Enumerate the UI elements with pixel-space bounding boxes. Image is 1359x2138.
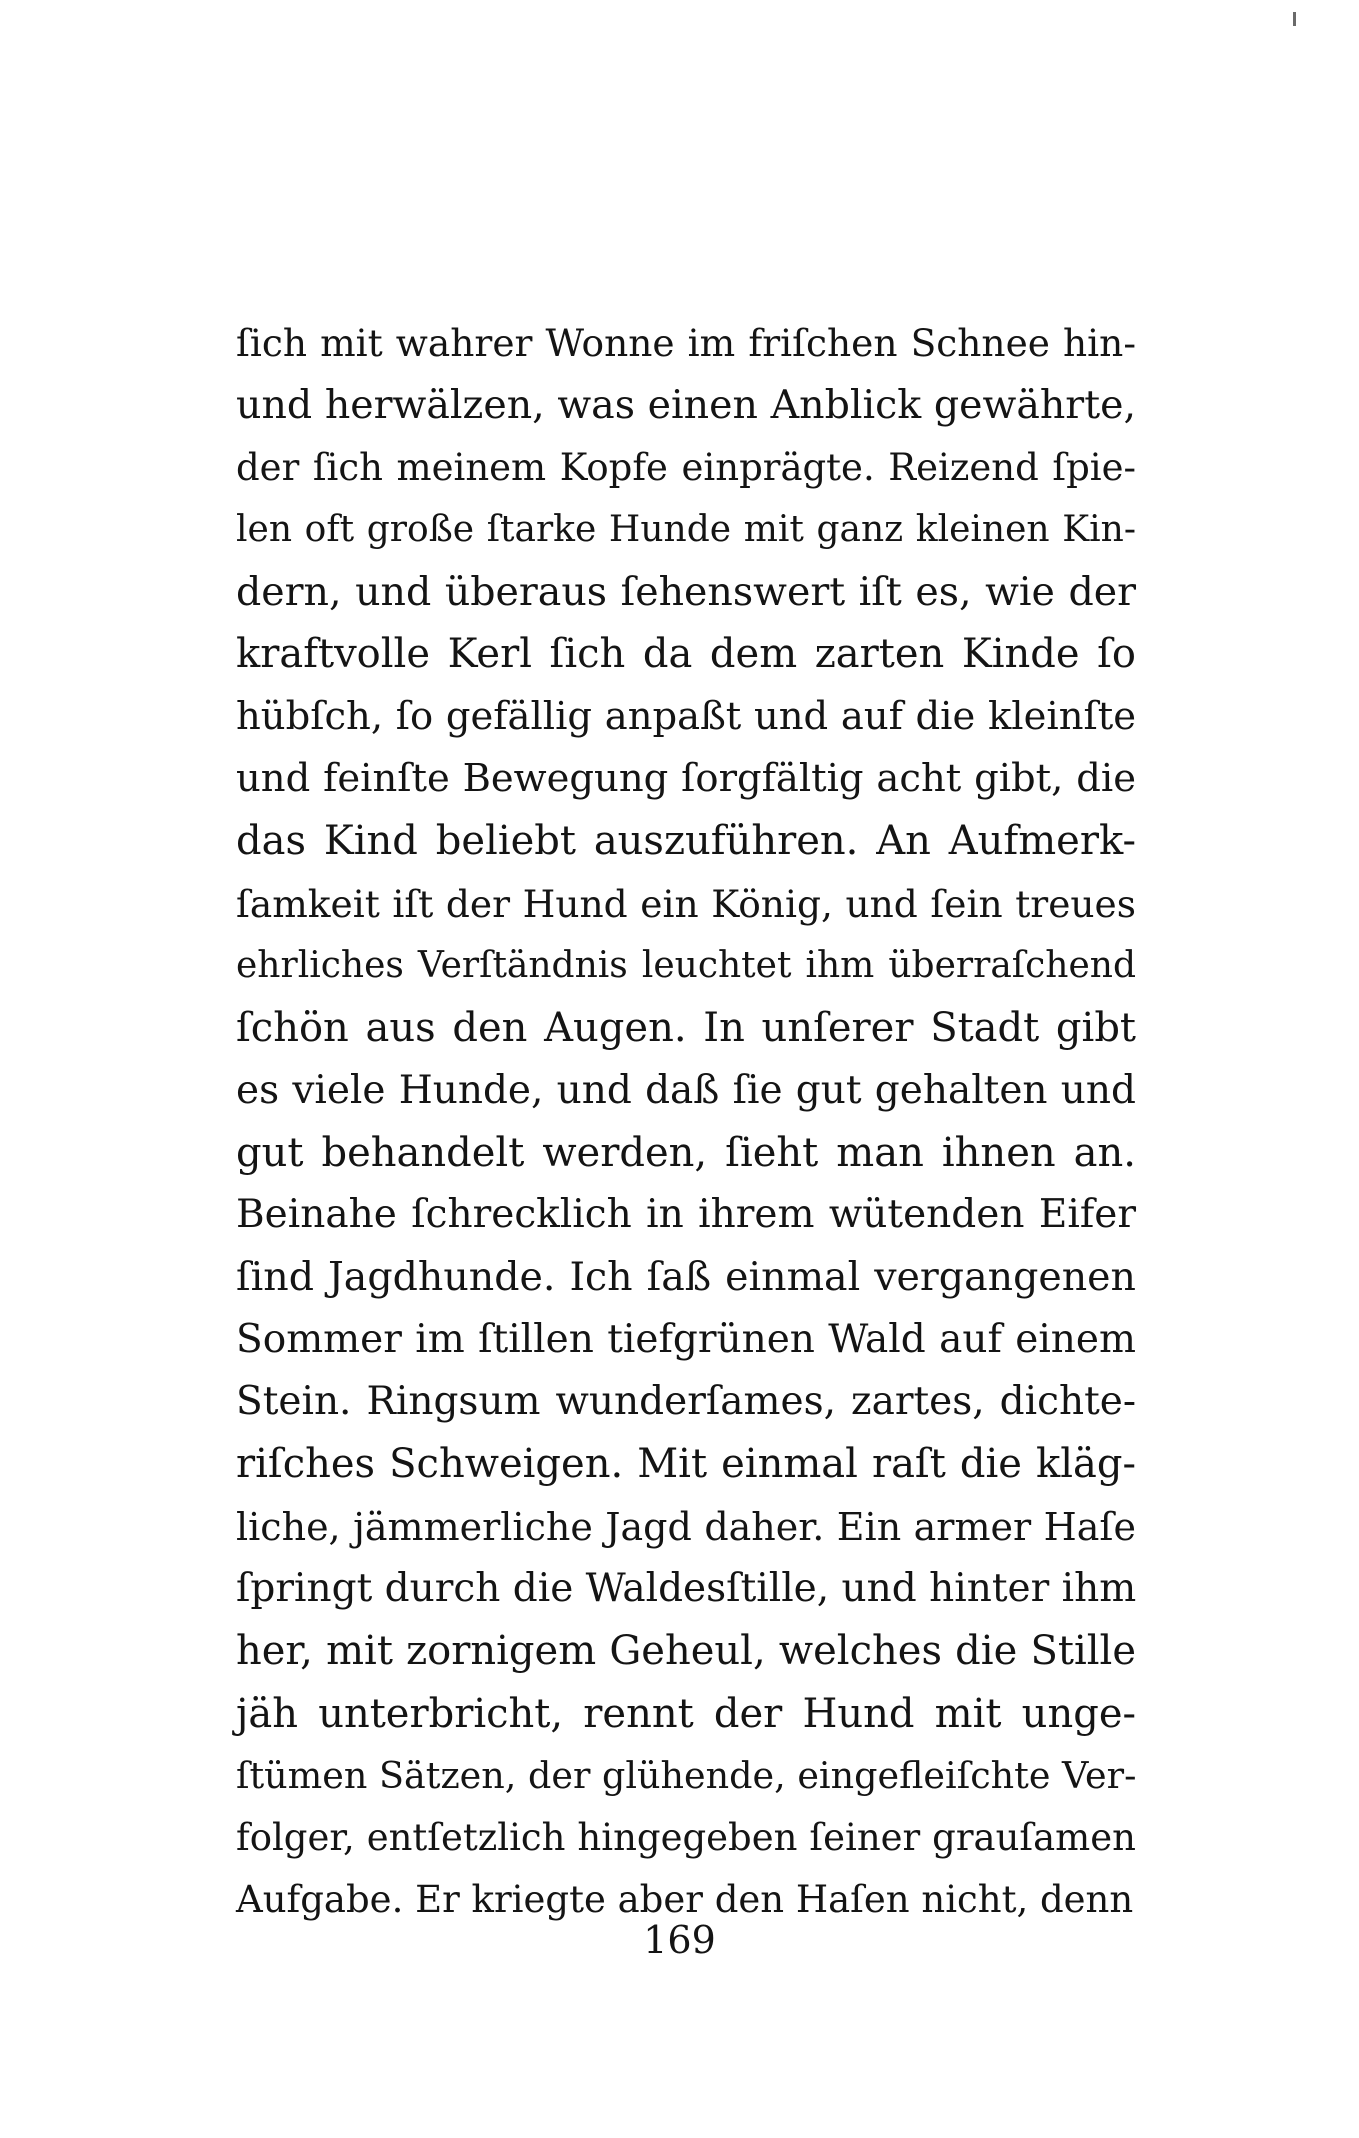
- text-line: dern, und überaus ſehenswert iſt es, wie der: [236, 569, 1136, 616]
- text-line: len oft große ſtarke Hunde mit ganz kleinen Kin-: [236, 508, 1136, 550]
- page-number: 169: [643, 1918, 716, 1962]
- text-line: ſamkeit iſt der Hund ein König, und ſein treues: [236, 881, 1136, 926]
- text-line: ſtümen Sätzen, der glühende, eingefleiſchte Ver-: [236, 1753, 1137, 1797]
- text-line: liche, jämmerliche Jagd daher. Ein armer Haſe: [236, 1504, 1136, 1549]
- text-line: und herwälzen, was einen Anblick gewährte,: [236, 382, 1136, 429]
- text-line: und feinſte Bewegung ſorgfältig acht gibt, die: [236, 756, 1136, 802]
- text-line: Beinahe ſchrecklich in ihrem wütenden Eifer: [236, 1192, 1136, 1238]
- text-line: Aufgabe. Er kriegte aber den Haſen nicht, denn: [236, 1878, 1134, 1922]
- text-line: es viele Hunde, und daß ſie gut gehalten und: [236, 1067, 1136, 1113]
- body-text: [236, 312, 1136, 1932]
- text-line: hübſch, ſo gefällig anpaßt und auf die kleinſte: [236, 693, 1136, 739]
- text-line: ſind Jagdhunde. Ich ſaß einmal vergangenen: [236, 1254, 1136, 1301]
- text-line: ſchön aus den Augen. In unſerer Stadt gibt: [236, 1005, 1136, 1052]
- text-line: gut behandelt werden, ſieht man ihnen an.: [236, 1129, 1136, 1176]
- text-line: jäh unterbricht, rennt der Hund mit unge-: [236, 1690, 1136, 1737]
- text-line: riſches Schweigen. Mit einmal raſt die kläg-: [236, 1441, 1136, 1488]
- text-line: Sommer im ſtillen tiefgrünen Wald auf einem: [236, 1316, 1136, 1362]
- text-line: ehrliches Verſtändnis leuchtet ihm überraſchend: [236, 944, 1136, 986]
- text-line: folger, entſetzlich hingegeben ſeiner grauſamen: [236, 1816, 1136, 1860]
- text-line: her, mit zornigem Geheul, welches die Stille: [236, 1628, 1136, 1675]
- text-line: ſich mit wahrer Wonne im friſchen Schnee hin-: [236, 321, 1136, 365]
- text-line: ſpringt durch die Waldesſtille, und hinter ihm: [236, 1565, 1137, 1611]
- text-line: das Kind beliebt auszuführen. An Aufmerk-: [236, 818, 1136, 865]
- text-line: Stein. Ringsum wunderſames, zartes, dichte-: [236, 1379, 1136, 1425]
- text-line: der ſich meinem Kopfe einprägte. Reizend ſpie-: [236, 445, 1136, 489]
- scan-mark: [1293, 12, 1296, 26]
- text-line: kraftvolle Kerl ſich da dem zarten Kinde ſo: [236, 631, 1136, 678]
